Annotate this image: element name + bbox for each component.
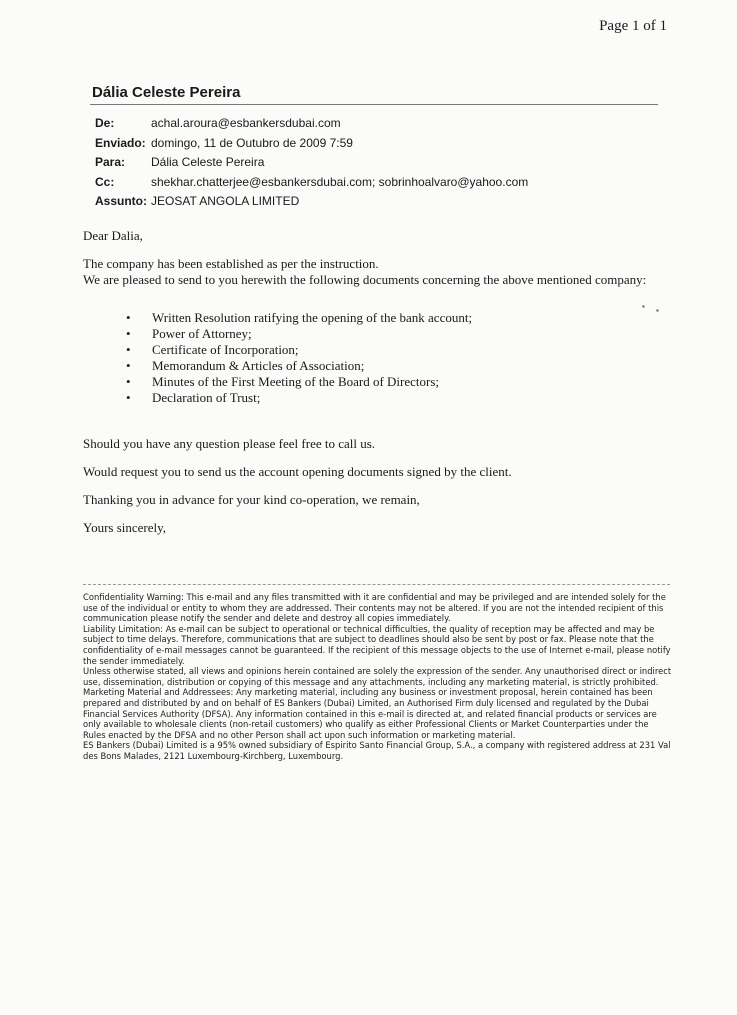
scan-speck: ▪ [656, 306, 659, 315]
disclaimer [83, 592, 673, 762]
email-headers [95, 116, 528, 214]
signoff: Yours sincerely, [83, 520, 167, 535]
bullet-icon: • [126, 374, 131, 389]
sender-name: Dália Celeste Pereira [92, 84, 241, 101]
closing-block [83, 436, 683, 536]
list-item: • Minutes of the First Meeting of the Board of Directors; [126, 374, 440, 389]
header-sent [95, 136, 528, 156]
header-cc [95, 175, 528, 195]
header-value: achal.aroura@esbankersdubai.com [151, 116, 341, 130]
header-from [95, 116, 528, 136]
bullet-icon: • [126, 358, 131, 373]
disclaimer-paragraph: Marketing Material and Addressees: Any marketing material, including any business or investment proposal, herein contained has been prepared and distributed by and on behalf of ES Bankers (Dubai) Limited, an Authorised Firm duly licensed and regulated by the Dubai Financial Services Authority (DFSA). Any information contained in this e-mail is directed at, and related financial products or services are only available to wholesale clients (non-retail customers) who qualify as either Professional Clients or Market Counterparties under the Rules enacted by the DFSA and no other Person shall act upon such information or marketing material. [83, 687, 657, 740]
header-value: Dália Celeste Pereira [151, 155, 265, 169]
header-label: Para: [95, 155, 126, 169]
list-item: • Written Resolution ratifying the opening of the bank account; [126, 310, 473, 325]
bullet-icon: • [126, 310, 131, 325]
header-value: shekhar.chatterjee@esbankersdubai.com; sobrinhoalvaro@yahoo.com [151, 174, 529, 189]
header-label: Assunto: [95, 194, 147, 208]
bullet-icon: • [126, 326, 131, 341]
request-line: Would request you to send us the account opening documents signed by the client. [83, 464, 512, 479]
intro-line: The company has been established as per the instruction. [83, 256, 379, 271]
intro-line: We are pleased to send to you herewith the following documents concerning the above mentioned company: [83, 272, 647, 287]
disclaimer-paragraph: Unless otherwise stated, all views and opinions herein contained are solely the expression of the sender. Any unauthorised direct or indirect use, dissemination, distribution or copying of this message and any attachments, including any marketing material, is strictly prohibited. [83, 666, 672, 687]
header-label: De: [95, 116, 115, 130]
header-divider [90, 104, 658, 105]
header-value: JEOSAT ANGOLA LIMITED [151, 194, 300, 208]
disclaimer-paragraph: ES Bankers (Dubai) Limited is a 95% owned subsidiary of Espirito Santo Financial Group, S.A., a company with registered address at 231 Val des Bons Malades, 2121 Luxembourg-Kirchberg, Luxembourg. [83, 740, 671, 761]
list-item: • Certificate of Incorporation; [126, 342, 299, 357]
bullet-icon: • [126, 342, 131, 357]
thanks-line: Thanking you in advance for your kind co-operation, we remain, [83, 492, 420, 507]
header-label: Enviado: [95, 135, 146, 150]
disclaimer-paragraph: Liability Limitation: As e-mail can be subject to operational or technical difficulties, the quality of reception may be affected and may be subject to time delays. Therefore, communications that are subject to deadlines should also be sent by post or fax. Please note that the confidentiality of e-mail messages cannot be guaranteed. If the recipient of this message objects to the use of Internet e-mail, please notify the sender immediately. [83, 623, 671, 666]
bullet-icon: • [126, 390, 131, 405]
document-list [83, 310, 683, 406]
header-to [95, 155, 528, 175]
list-item: • Declaration of Trust; [126, 390, 261, 405]
disclaimer-divider [83, 584, 670, 585]
header-value: domingo, 11 de Outubro de 2009 7:59 [151, 135, 353, 150]
scan-speck: ▪ [642, 302, 645, 311]
list-item: • Memorandum & Articles of Association; [126, 358, 365, 373]
page-number: Page 1 of 1 [599, 18, 667, 34]
greeting: Dear Dalia, [83, 228, 143, 243]
disclaimer-paragraph: Confidentiality Warning: This e-mail and any files transmitted with it are confidential and may be privileged and are intended solely for the use of the individual or entity to whom they are addressed. Their contents may not be altered. If you are not the intended recipient of this communication please notify the sender and delete and destroy all copies immediately. [83, 592, 666, 624]
header-subject [95, 194, 528, 214]
email-body [83, 228, 683, 548]
list-item: • Power of Attorney; [126, 326, 252, 341]
question-line: Should you have any question please feel free to call us. [83, 436, 376, 451]
header-label: Cc: [95, 174, 115, 189]
